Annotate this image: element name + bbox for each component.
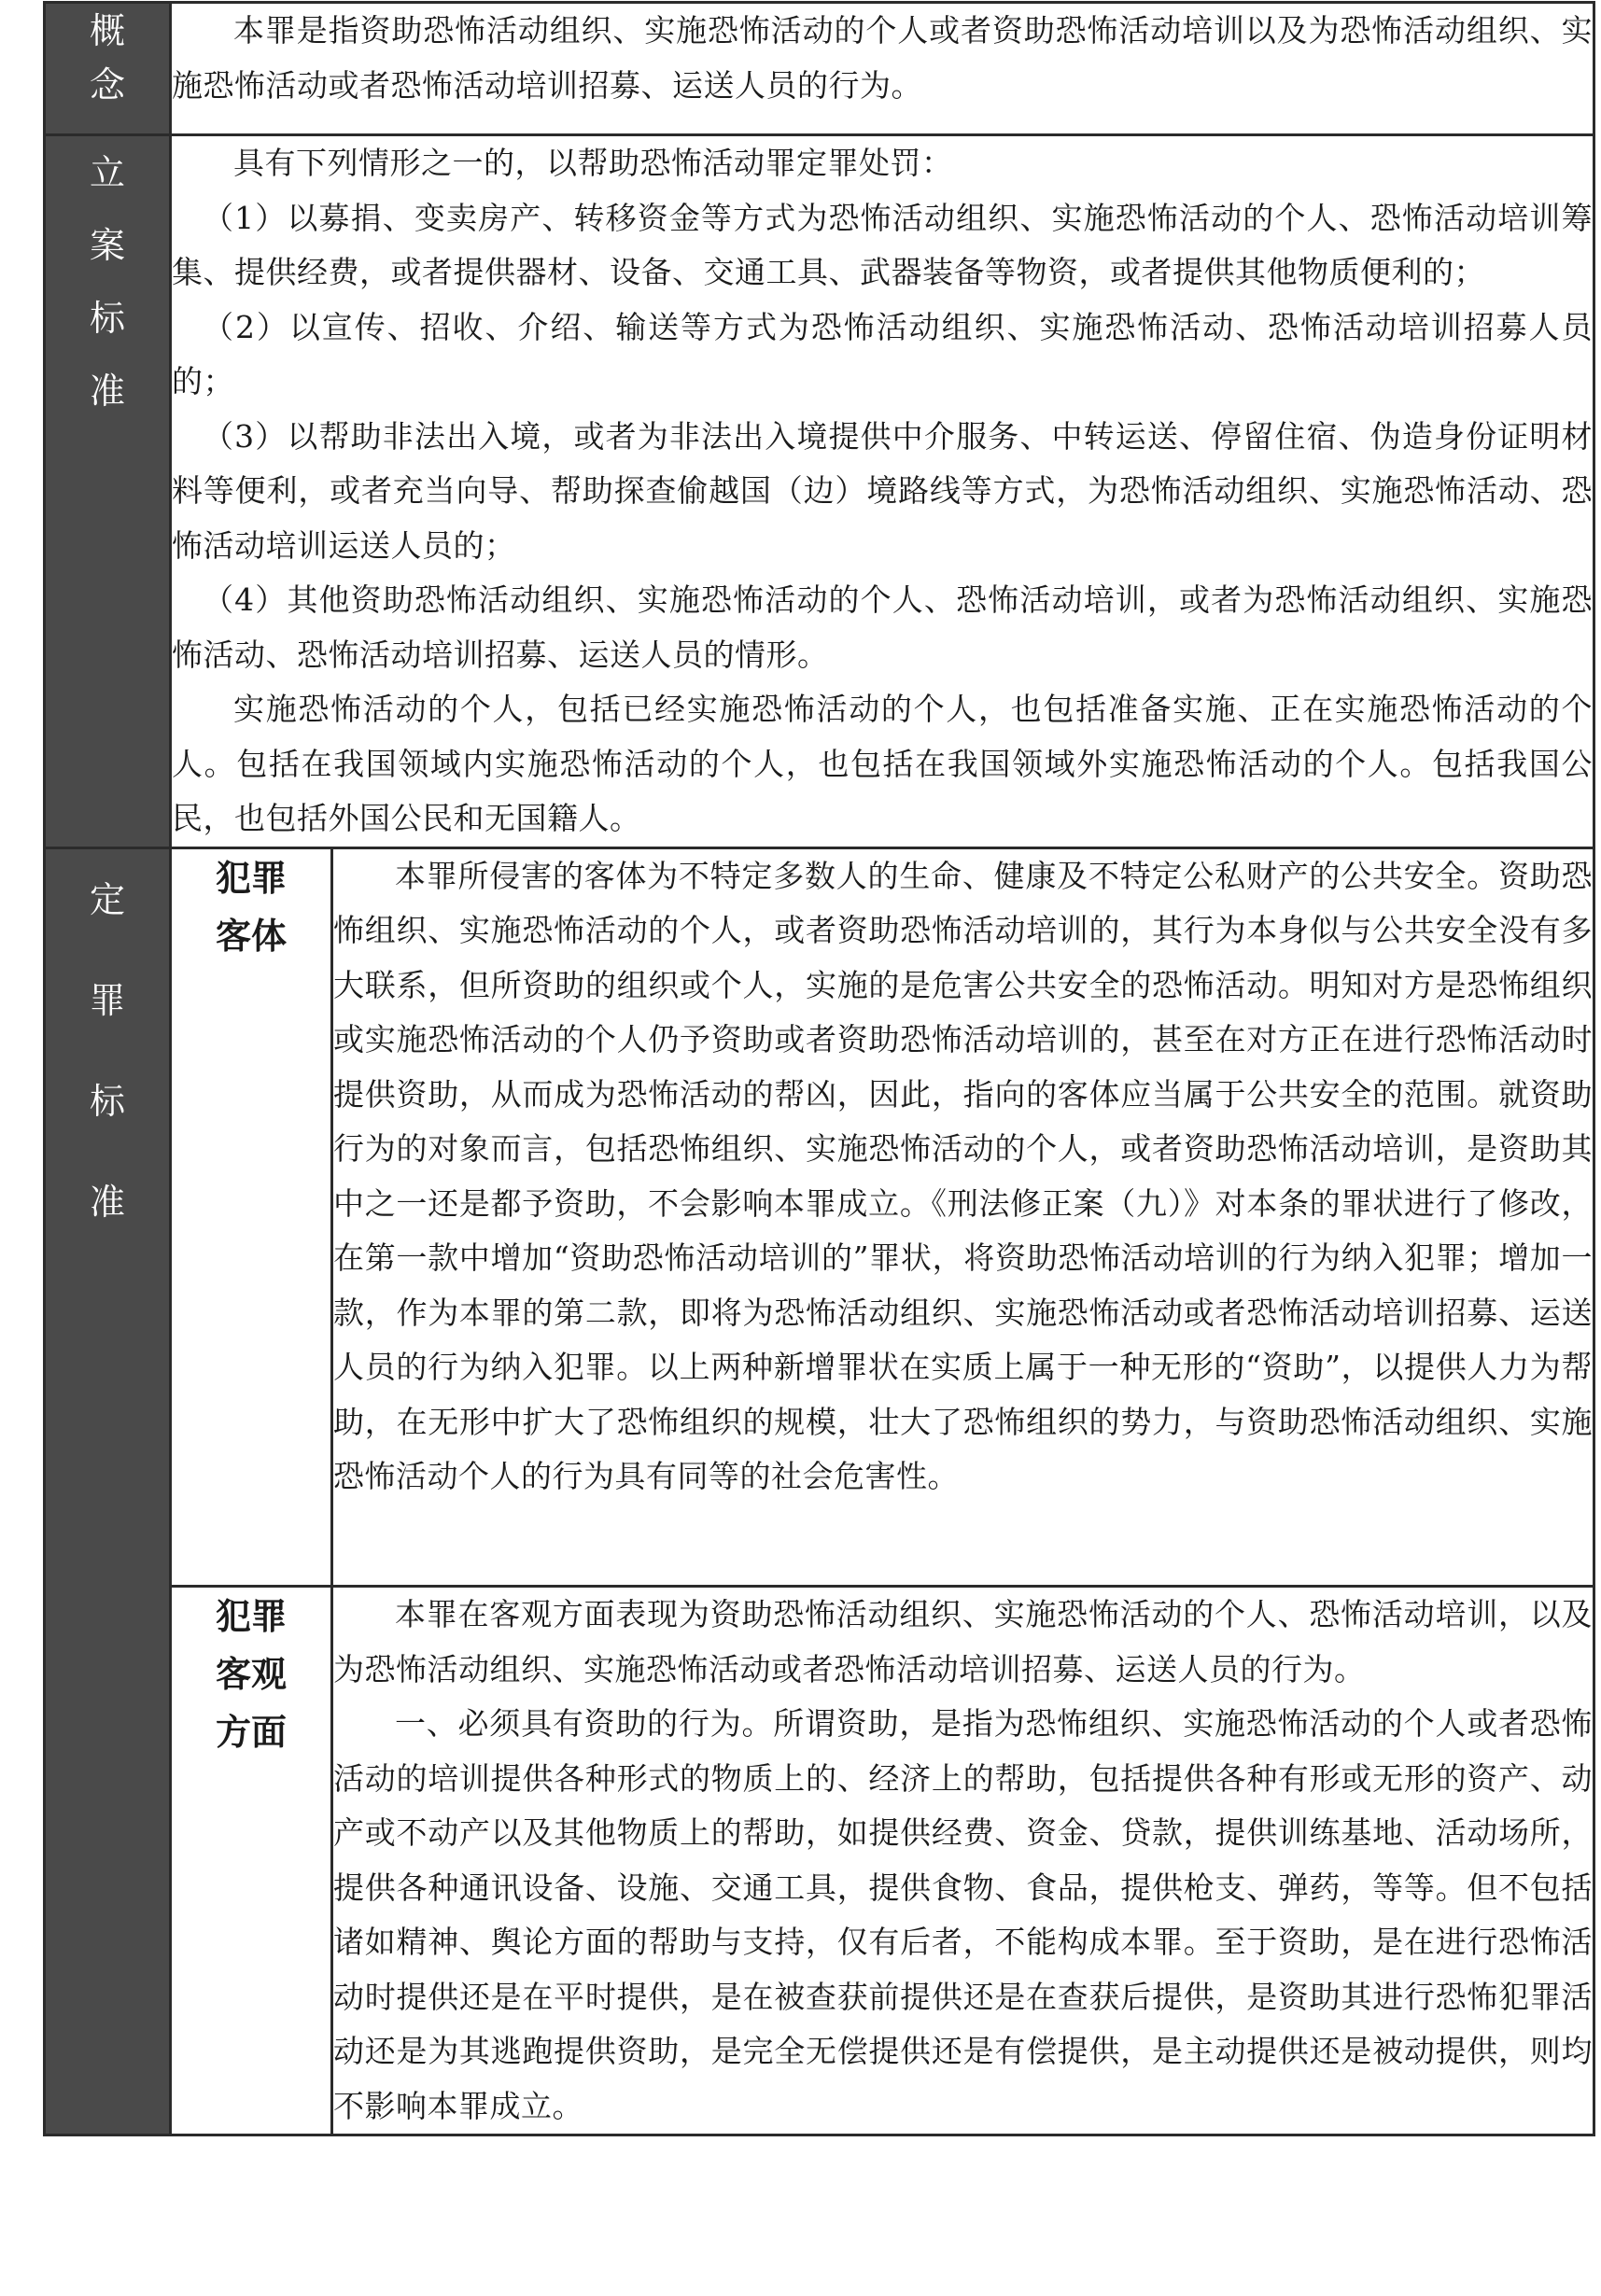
sub-table bbox=[172, 849, 1593, 2135]
row-label-text: 定罪标准 bbox=[89, 878, 125, 1223]
row-label-conviction-standard bbox=[45, 847, 171, 2135]
row-label-text: 概念 bbox=[89, 10, 125, 105]
subrow-label-text: 犯罪客观方面 bbox=[215, 1596, 287, 1753]
subrow-label-text: 犯罪客体 bbox=[215, 857, 287, 957]
row-label-text: 立案标准 bbox=[89, 152, 125, 412]
paragraph: 一、必须具有资助的行为。所谓资助，是指为恐怖组织、实施恐怖活动的个人或者恐怖活动的培训提供各种形式的物质上的、经济上的帮助，包括提供各种有形或无形的资产、动产或不动产以及其他物质上的帮助，如提供经费、资金、贷款，提供训练基地、活动场所，提供各种通讯设备、设施、交通工具，提供食物、食品，提供枪支、弹药，等等。但不包括诸如精神、舆论方面的帮助与支持，仅有后者，不能构成本罪。至于资助，是在进行恐怖活动时提供还是在平时提供，是在被查获前提供还是在查获后提供，是资助其进行恐怖犯罪活动还是为其逃跑提供资助，是完全无偿提供还是有偿提供，是主动提供还是被动提供，则均不影响本罪成立。 bbox=[333, 1705, 1593, 2124]
paragraph: 本罪所侵害的客体为不特定多数人的生命、健康及不特定公私财产的公共安全。资助恐怖组织、实施恐怖活动的个人，或者资助恐怖活动培训的，其行为本身似与公共安全没有多大联系，但所资助的组织或个人，实施的是危害公共安全的恐怖活动。明知对方是恐怖组织或实施恐怖活动的个人仍予资助或者资助恐怖活动培训的，甚至在对方正在进行恐怖活动时提供资助，从而成为恐怖活动的帮凶，因此，指向的客体应当属于公共安全的范围。就资助行为的对象而言，包括恐怖组织、实施恐怖活动的个人，或者资助恐怖活动培训，是资助其中之一还是都予资助，不会影响本罪成立。《刑法修正案（九）》对本条的罪状进行了修改，在第一款中增加“资助恐怖活动培训的”罪状，将资助恐怖活动培训的行为纳入犯罪；增加一款，作为本罪的第二款，即将为恐怖活动组织、实施恐怖活动或者恐怖活动培训招募、运送人员的行为纳入犯罪。以上两种新增罪状在实质上属于一种无形的“资助”，以提供人力为帮助，在无形中扩大了恐怖组织的规模，壮大了恐怖组织的势力，与资助恐怖活动组织、实施恐怖活动个人的行为具有同等的社会危害性。 bbox=[333, 857, 1593, 1494]
paragraph: 实施恐怖活动的个人，包括已经实施恐怖活动的个人，也包括准备实施、正在实施恐怖活动的个人。包括在我国领域内实施恐怖活动的个人，也包括在我国领域外实施恐怖活动的个人。包括我国公民，也包括外国公民和无国籍人。 bbox=[172, 691, 1593, 836]
paragraph: 本罪在客观方面表现为资助恐怖活动组织、实施恐怖活动的个人、恐怖活动培训，以及为恐怖活动组织、实施恐怖活动或者恐怖活动培训招募、运送人员的行为。 bbox=[333, 1596, 1593, 1687]
paragraph: （4）其他资助恐怖活动组织、实施恐怖活动的个人、恐怖活动培训，或者为恐怖活动组织、实施恐怖活动、恐怖活动培训招募、运送人员的情形。 bbox=[172, 581, 1593, 673]
row-label-filing-standard bbox=[45, 135, 171, 848]
object-content bbox=[332, 849, 1594, 1587]
subrow-objective-aspect bbox=[172, 1587, 1593, 2135]
concept-content bbox=[171, 3, 1594, 135]
paragraph: 本罪是指资助恐怖活动组织、实施恐怖活动的个人或者资助恐怖活动培训以及为恐怖活动组织、实施恐怖活动或者恐怖活动培训招募、运送人员的行为。 bbox=[172, 12, 1593, 104]
paragraph: 具有下列情形之一的，以帮助恐怖活动罪定罪处罚： bbox=[233, 145, 953, 181]
row-label-concept bbox=[45, 3, 171, 135]
row-filing-standard bbox=[45, 135, 1594, 848]
crime-standards-table bbox=[43, 1, 1595, 2136]
paragraph: （2）以宣传、招收、介绍、输送等方式为恐怖活动组织、实施恐怖活动、恐怖活动培训招募人员的； bbox=[172, 308, 1593, 399]
objective-aspect-content bbox=[332, 1587, 1594, 2135]
paragraph: （3）以帮助非法出入境，或者为非法出入境提供中介服务、中转运送、停留住宿、伪造身份证明材料等便利，或者充当向导、帮助探查偷越国（边）境路线等方式，为恐怖活动组织、实施恐怖活动、恐怖活动培训运送人员的； bbox=[172, 417, 1593, 564]
filing-standard-content bbox=[171, 135, 1594, 848]
row-concept bbox=[45, 3, 1594, 135]
row-conviction-standard bbox=[45, 847, 1594, 2135]
subrow-label-objective-aspect bbox=[172, 1587, 332, 2135]
paragraph: （1）以募捐、变卖房产、转移资金等方式为恐怖活动组织、实施恐怖活动的个人、恐怖活动培训筹集、提供经费，或者提供器材、设备、交通工具、武器装备等物资，或者提供其他物质便利的； bbox=[172, 199, 1593, 290]
subrow-label-object bbox=[172, 849, 332, 1587]
conviction-standard-content bbox=[171, 847, 1594, 2135]
subrow-object bbox=[172, 849, 1593, 1587]
